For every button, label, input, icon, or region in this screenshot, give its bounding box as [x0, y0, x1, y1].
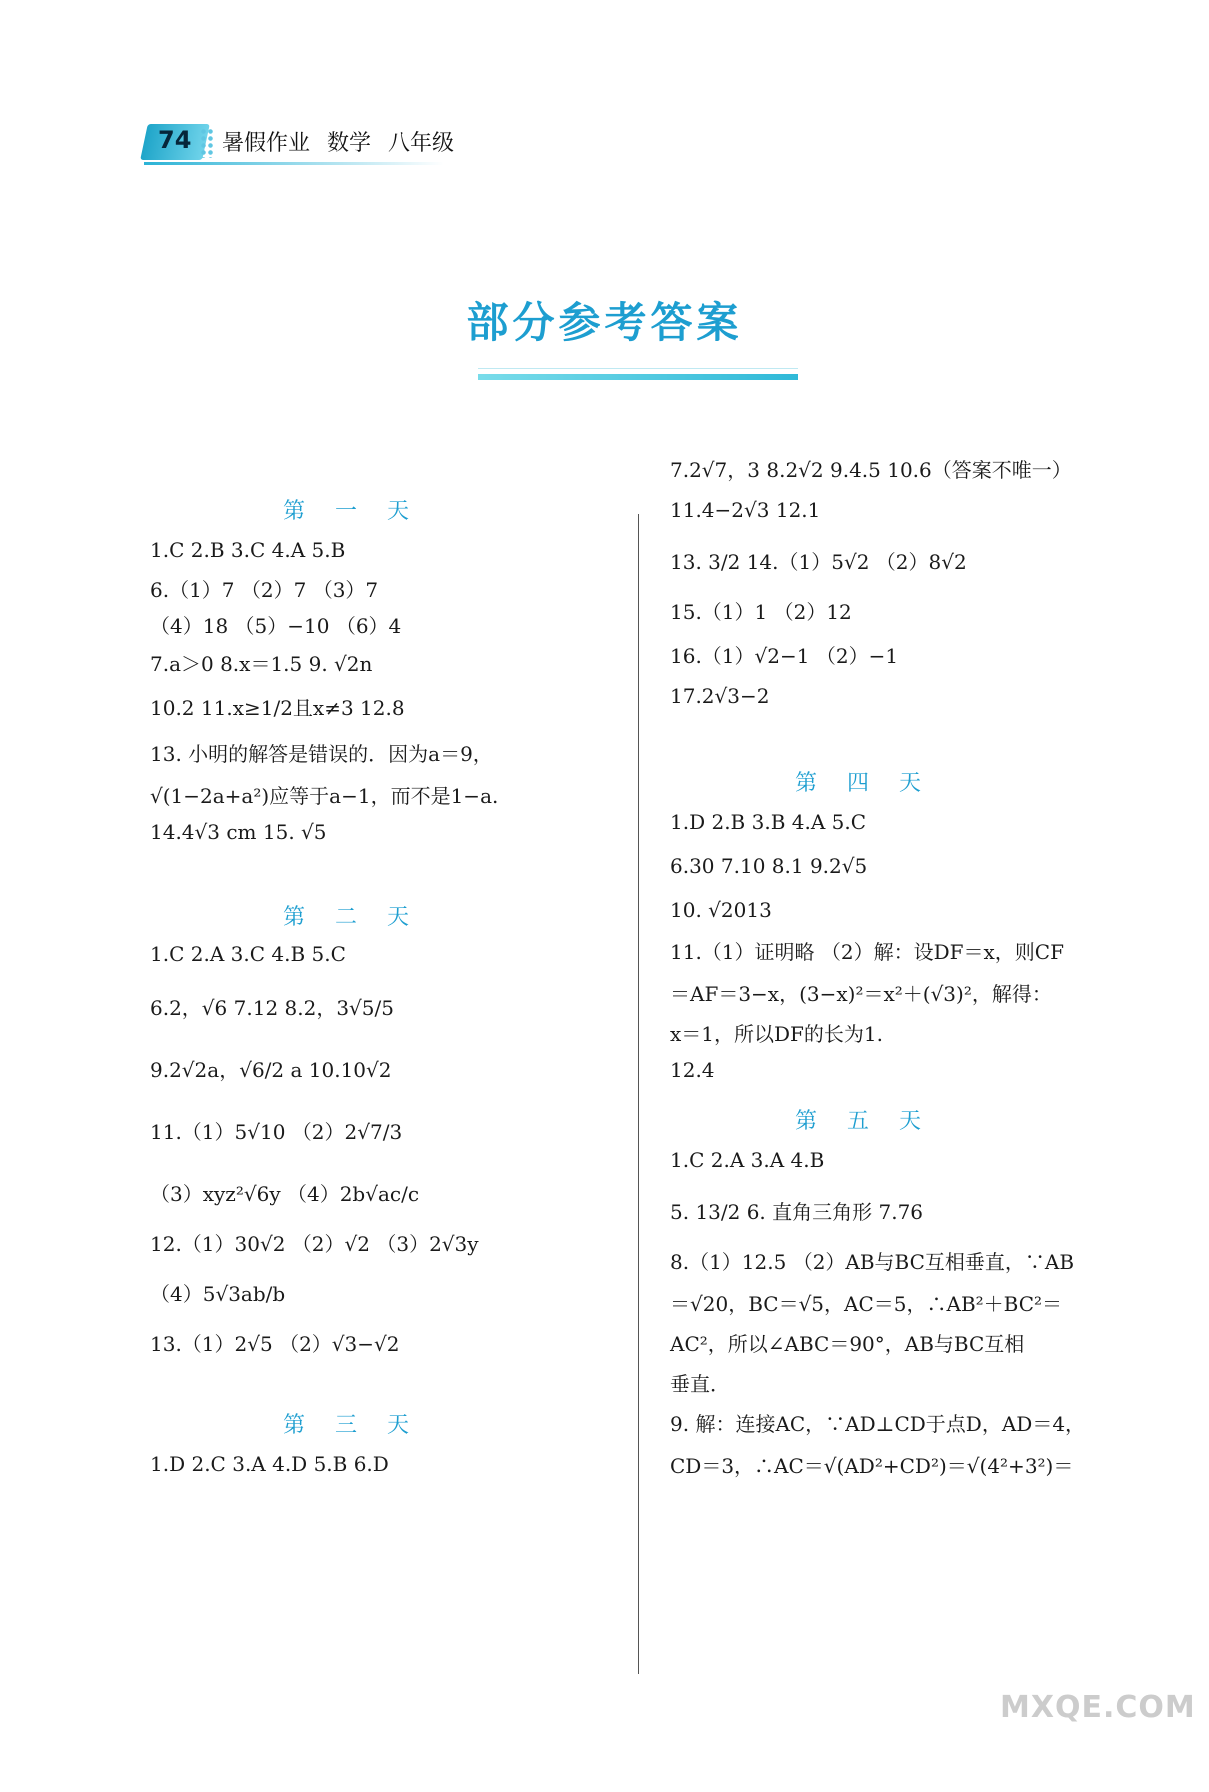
answer-line: 14.4√3 cm 15. √5	[150, 820, 327, 844]
answer-line: 垂直．	[670, 1372, 730, 1396]
answer-line: 6.30 7.10 8.1 9.2√5	[670, 854, 868, 878]
page-number: 74	[158, 126, 192, 154]
answer-line: 9.2√2a，√6/2 a 10.10√2	[150, 1058, 392, 1082]
answer-line: 13.（1）2√5 （2）√3−√2	[150, 1332, 400, 1356]
answer-line: ＝AF＝3−x，(3−x)²＝x²＋(√3)²，解得：	[670, 982, 1052, 1006]
answer-line: 12.（1）30√2 （2）√2 （3）2√3y	[150, 1232, 479, 1256]
header-underline	[144, 162, 444, 165]
answer-line: 10.2 11.x≥1/2且x≠3 12.8	[150, 696, 405, 720]
answer-line: 8.（1）12.5 （2）AB与BC互相垂直，∵AB	[670, 1250, 1075, 1274]
column-divider	[638, 514, 639, 1674]
header-title: 暑假作业 数学 八年级	[222, 131, 454, 156]
answer-line: （3）xyz²√6y （4）2b√ac/c	[150, 1182, 420, 1206]
answer-line: x＝1，所以DF的长为1.	[670, 1022, 883, 1046]
section-heading-day4: 第 四 天	[794, 771, 921, 796]
section-heading-day2: 第 二 天	[282, 905, 409, 930]
answer-line: 11.（1）5√10 （2）2√7/3	[150, 1120, 403, 1144]
answer-line: 13. 小明的解答是错误的．因为a＝9，	[150, 742, 493, 766]
answer-line: 7.a＞0 8.x＝1.5 9. √2n	[150, 652, 373, 676]
answer-line: 11.4−2√3 12.1	[670, 498, 821, 522]
answer-line: 10. √2013	[670, 898, 772, 922]
answer-line: 1.C 2.A 3.C 4.B 5.C	[150, 942, 346, 966]
answer-line: ＝√20，BC＝√5，AC＝5，∴AB²＋BC²＝	[670, 1292, 1063, 1316]
answer-line: （4）18 （5）−10 （6）4	[150, 614, 402, 638]
answer-line: 6.（1）7 （2）7 （3）7	[150, 578, 379, 602]
section-heading-day1: 第 一 天	[282, 499, 409, 524]
answer-line: 1.D 2.B 3.B 4.A 5.C	[670, 810, 867, 834]
answer-line: 6.2，√6 7.12 8.2，3√5/5	[150, 996, 394, 1020]
answer-line: 1.D 2.C 3.A 4.D 5.B 6.D	[150, 1452, 389, 1476]
answer-line: 13. 3/2 14.（1）5√2 （2）8√2	[670, 550, 967, 574]
answer-line: 5. 13/2 6. 直角三角形 7.76	[670, 1200, 924, 1224]
watermark: MXQE.COM	[1000, 1690, 1196, 1725]
answer-line: 11.（1）证明略 （2）解：设DF＝x，则CF	[670, 940, 1064, 964]
answer-line: 1.C 2.B 3.C 4.A 5.B	[150, 538, 346, 562]
answer-line: 16.（1）√2−1 （2）−1	[670, 644, 899, 668]
section-heading-day3: 第 三 天	[282, 1413, 409, 1438]
answer-line: 1.C 2.A 3.A 4.B	[670, 1148, 825, 1172]
answer-line: （4）5√3ab/b	[150, 1282, 286, 1306]
decorative-dots	[200, 128, 214, 158]
section-heading-day5: 第 五 天	[794, 1109, 921, 1134]
title-underline	[478, 374, 798, 380]
answer-line: 17.2√3−2	[670, 684, 770, 708]
answer-line: CD＝3，∴AC＝√(AD²+CD²)＝√(4²+3²)＝	[670, 1454, 1074, 1478]
answer-line: 15.（1）1 （2）12	[670, 600, 852, 624]
page-header	[144, 118, 464, 164]
page-title: 部分参考答案	[466, 298, 743, 347]
answer-line: 7.2√7，3 8.2√2 9.4.5 10.6（答案不唯一）	[670, 458, 1072, 482]
answer-line: AC²，所以∠ABC＝90°，AB与BC互相	[670, 1332, 1025, 1356]
answer-line: 9. 解：连接AC，∵AD⊥CD于点D，AD＝4，	[670, 1412, 1086, 1436]
answer-line: √(1−2a+a²)应等于a−1，而不是1−a.	[150, 784, 499, 808]
title-underline-thin	[478, 368, 798, 369]
answer-line: 12.4	[670, 1058, 715, 1082]
